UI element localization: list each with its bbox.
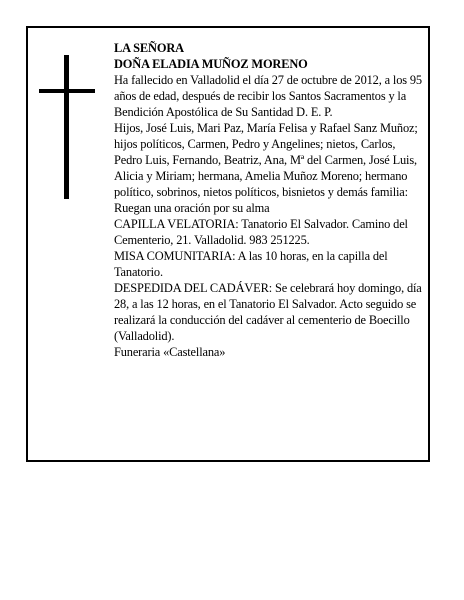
family-paragraph: Hijos, José Luis, Mari Paz, María Felisa y Rafael Sanz Muñoz; hijos políticos, Carmen, Pedro y Angelines; nietos, Carlos, Pedro Luis, Fernando, Beatriz, Ana, Mª del Carmen, José Luis, Alicia y Miriam; hermana, Amelia Muñoz Moreno; hermano político, sobrinos, nietos políticos, bisnietos y demás familia: — [114, 121, 418, 199]
wake-chapel-info: CAPILLA VELATORIA: Tanatorio El Salvador. Camino del Cementerio, 21. Valladolid. 983 251225. — [114, 217, 408, 247]
farewell-info: DESPEDIDA DEL CADÁVER: Se celebrará hoy domingo, día 28, a las 12 horas, en el Tanatorio El Salvador. Acto seguido se realizará la conducción del cadáver al cementerio de Boecillo (Valladolid). — [114, 281, 422, 343]
notice-text — [114, 40, 426, 360]
notice-title-line-2: DOÑA ELADIA MUÑOZ MORENO — [114, 57, 308, 71]
mass-info: MISA COMUNITARIA: A las 10 horas, en la capilla del Tanatorio. — [114, 249, 388, 279]
cross-horizontal-bar — [39, 89, 95, 93]
notice-title-line-1: LA SEÑORA — [114, 41, 184, 55]
cross-vertical-bar — [64, 55, 69, 199]
funeral-home: Funeraria «Castellana» — [114, 345, 226, 359]
latin-cross-icon — [39, 55, 95, 199]
prayer-request: Ruegan una oración por su alma — [114, 201, 270, 215]
announcement-paragraph: Ha fallecido en Valladolid el día 27 de octubre de 2012, a los 95 años de edad, después de recibir los Santos Sacramentos y la Bendición Apostólica de Su Santidad D. E. P. — [114, 73, 422, 119]
obituary-notice — [26, 26, 430, 462]
